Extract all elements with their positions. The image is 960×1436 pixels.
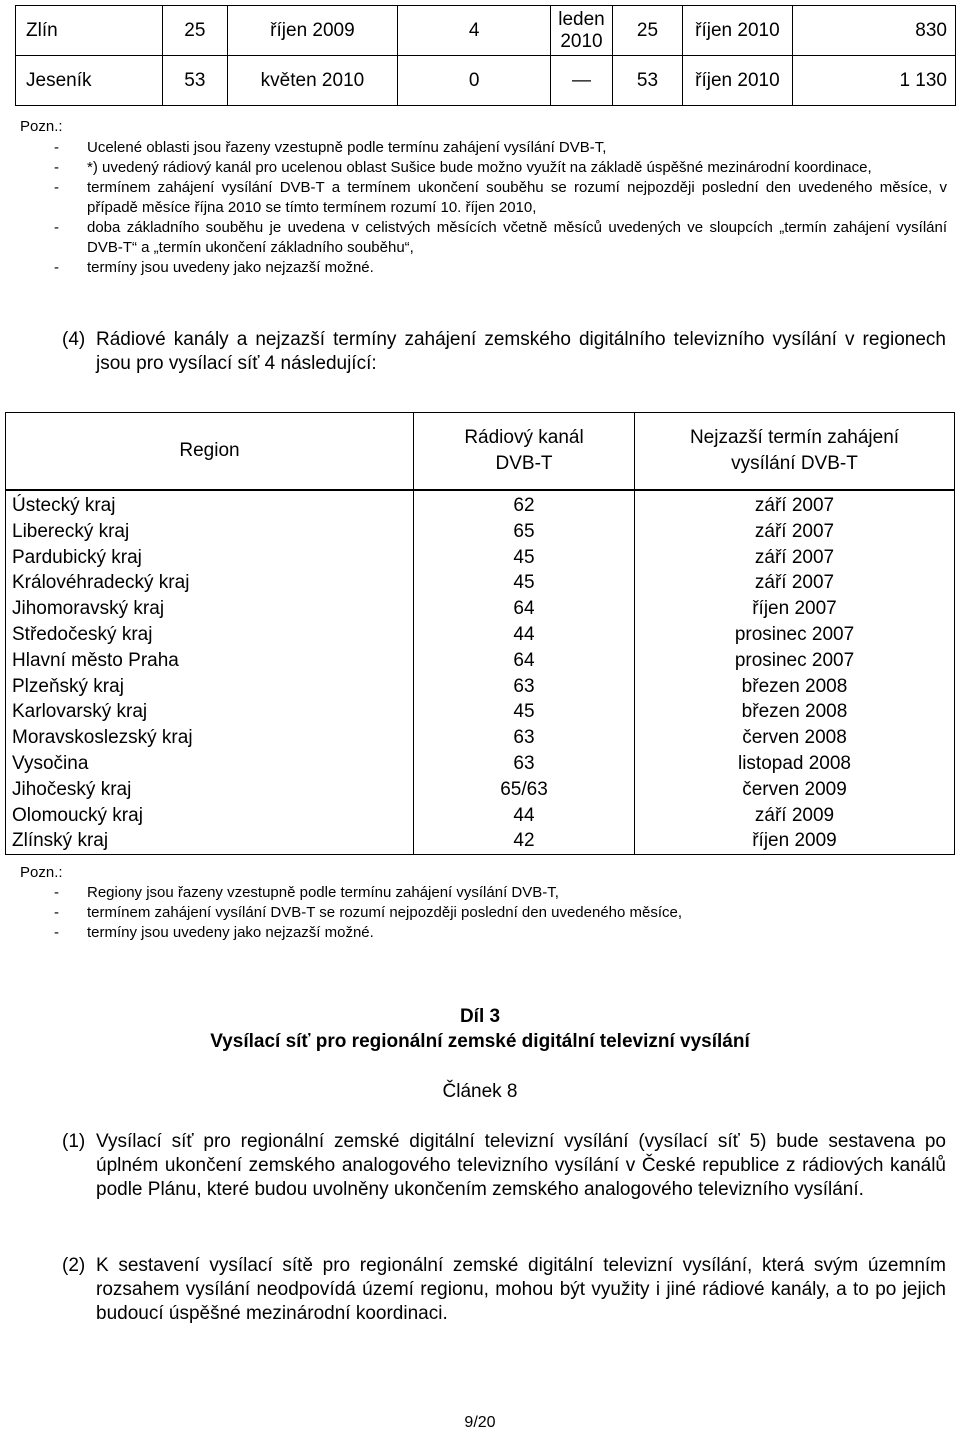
channel-cell: 63 [414, 725, 635, 751]
table-row [6, 828, 955, 854]
list-item: - *) uvedený rádiový kanál pro ucelenou oblast Sušice bude možno využít na základě úspěšné mezinárodní koordinace, [54, 158, 947, 178]
table-row [6, 751, 955, 777]
paragraph-number: (1) [62, 1131, 86, 1152]
region-name: Jihočeský kraj [6, 777, 414, 803]
channel-cell: 64 [414, 648, 635, 674]
table-cell: 4 [397, 6, 550, 56]
region-name: Ústecký kraj [6, 490, 414, 519]
channel-cell: 63 [414, 751, 635, 777]
table-row [6, 803, 955, 829]
table-row [6, 622, 955, 648]
table-row [16, 56, 956, 106]
region-name: Pardubický kraj [6, 545, 414, 571]
table-header-row [6, 413, 955, 491]
table-cell: 25 [162, 6, 227, 56]
region-name: Karlovarský kraj [6, 699, 414, 725]
region-name: Liberecký kraj [6, 519, 414, 545]
paragraph-text: Rádiové kanály a nejzazší termíny zahájení zemského digitálního televizního vysílání v regionech jsou pro vysílací síť 4 následující: [96, 329, 946, 374]
table-cell: Jeseník [16, 56, 163, 106]
paragraph-number: (4) [62, 329, 86, 350]
column-header: Rádiový kanál DVB-T [414, 413, 635, 491]
region-name: Jihomoravský kraj [6, 596, 414, 622]
channel-cell: 44 [414, 803, 635, 829]
table-cell: 830 [792, 6, 955, 56]
paragraph-2 [62, 1254, 946, 1326]
table-row [6, 699, 955, 725]
part-subtitle: Vysílací síť pro regionální zemské digitální televizní vysílání [210, 1031, 750, 1052]
table-row [6, 490, 955, 519]
list-item: - termínem zahájení vysílání DVB-T a termínem ukončení souběhu se rozumí nejpozději poslední den uvedeného měsíce, v případě měsíce října 2010 se tímto termínem rozumí 10. říjen 2010, [54, 178, 947, 218]
notes-label: Pozn.: [20, 118, 63, 135]
table-row [16, 6, 956, 56]
column-header: Region [6, 413, 414, 491]
paragraph-text: Vysílací síť pro regionální zemské digitální televizní vysílání (vysílací síť 5) bude sestavena po úplném ukončení zemského analogového televizního vysílání v České republice z rádiových kanálů podle Plánu, které budou uvolněny ukončením zemského analogového televizního vysílání. [96, 1131, 946, 1200]
channel-cell: 45 [414, 570, 635, 596]
paragraph-number: (2) [62, 1255, 86, 1276]
table-cell: říjen 2010 [683, 6, 792, 56]
region-name: Hlavní město Praha [6, 648, 414, 674]
date-cell: červen 2009 [635, 777, 955, 803]
region-name: Moravskoslezský kraj [6, 725, 414, 751]
region-name: Zlínský kraj [6, 828, 414, 854]
channel-cell: 45 [414, 699, 635, 725]
table-cell: 0 [397, 56, 550, 106]
date-cell: červen 2008 [635, 725, 955, 751]
date-cell: září 2007 [635, 545, 955, 571]
table-cell: 53 [162, 56, 227, 106]
region-name: Plzeňský kraj [6, 674, 414, 700]
channel-cell: 65/63 [414, 777, 635, 803]
table-cell: květen 2010 [227, 56, 397, 106]
channel-cell: 42 [414, 828, 635, 854]
table-row [6, 519, 955, 545]
channel-cell: 63 [414, 674, 635, 700]
top-table [15, 5, 956, 106]
paragraph-1 [62, 1130, 946, 1202]
paragraph-4 [62, 328, 946, 376]
table-row [6, 725, 955, 751]
region-name: Královéhradecký kraj [6, 570, 414, 596]
channel-cell: 65 [414, 519, 635, 545]
table-row [6, 648, 955, 674]
table-row [6, 596, 955, 622]
date-cell: březen 2008 [635, 699, 955, 725]
table-cell: Zlín [16, 6, 163, 56]
channel-cell: 64 [414, 596, 635, 622]
region-name: Olomoucký kraj [6, 803, 414, 829]
table-row [6, 545, 955, 571]
region-name: Vysočina [6, 751, 414, 777]
part-title: Díl 3 [459, 1006, 501, 1027]
table-cell: 1 130 [792, 56, 955, 106]
table-row [6, 674, 955, 700]
table-cell: 25 [612, 6, 683, 56]
date-cell: říjen 2007 [635, 596, 955, 622]
notes-list [54, 138, 947, 278]
table-cell: leden 2010 [551, 6, 612, 56]
region-name: Středočeský kraj [6, 622, 414, 648]
table-cell: říjen 2009 [227, 6, 397, 56]
table-cell: 53 [612, 56, 683, 106]
date-cell: září 2009 [635, 803, 955, 829]
list-item: - doba základního souběhu je uvedena v celistvých měsících včetně měsíců uvedených ve sloupcích „termín zahájení vysílání DVB-T“ a „termín ukončení základního souběhu“, [54, 218, 947, 258]
notes-list [54, 883, 947, 943]
list-item: - termíny jsou uvedeny jako nejzazší možné. [54, 923, 947, 943]
date-cell: září 2007 [635, 519, 955, 545]
region-table [5, 412, 955, 855]
list-item: - termínem zahájení vysílání DVB-T se rozumí nejpozději poslední den uvedeného měsíce, [54, 903, 947, 923]
channel-cell: 44 [414, 622, 635, 648]
table-row [6, 777, 955, 803]
date-cell: březen 2008 [635, 674, 955, 700]
date-cell: říjen 2009 [635, 828, 955, 854]
channel-cell: 45 [414, 545, 635, 571]
table-cell: říjen 2010 [683, 56, 792, 106]
date-cell: listopad 2008 [635, 751, 955, 777]
table-cell: — [551, 56, 612, 106]
date-cell: září 2007 [635, 490, 955, 519]
date-cell: prosinec 2007 [635, 648, 955, 674]
date-cell: prosinec 2007 [635, 622, 955, 648]
list-item: - termíny jsou uvedeny jako nejzazší možné. [54, 258, 947, 278]
list-item: - Ucelené oblasti jsou řazeny vzestupně podle termínu zahájení vysílání DVB-T, [54, 138, 947, 158]
column-header: Nejzazší termín zahájení vysílání DVB-T [635, 413, 955, 491]
date-cell: září 2007 [635, 570, 955, 596]
list-item: - Regiony jsou řazeny vzestupně podle termínu zahájení vysílání DVB-T, [54, 883, 947, 903]
channel-cell: 62 [414, 490, 635, 519]
notes-label: Pozn.: [20, 864, 63, 881]
page-number: 9/20 [464, 1414, 496, 1431]
paragraph-text: K sestavení vysílací sítě pro regionální zemské digitální televizní vysílání, která svým územním rozsahem vysílání neodpovídá území regionu, mohou být využity i jiné rádiové kanály, a to po jejich budoucí úspěšné mezinárodní koordinaci. [96, 1255, 946, 1324]
article-title: Článek 8 [442, 1081, 518, 1102]
table-row [6, 570, 955, 596]
